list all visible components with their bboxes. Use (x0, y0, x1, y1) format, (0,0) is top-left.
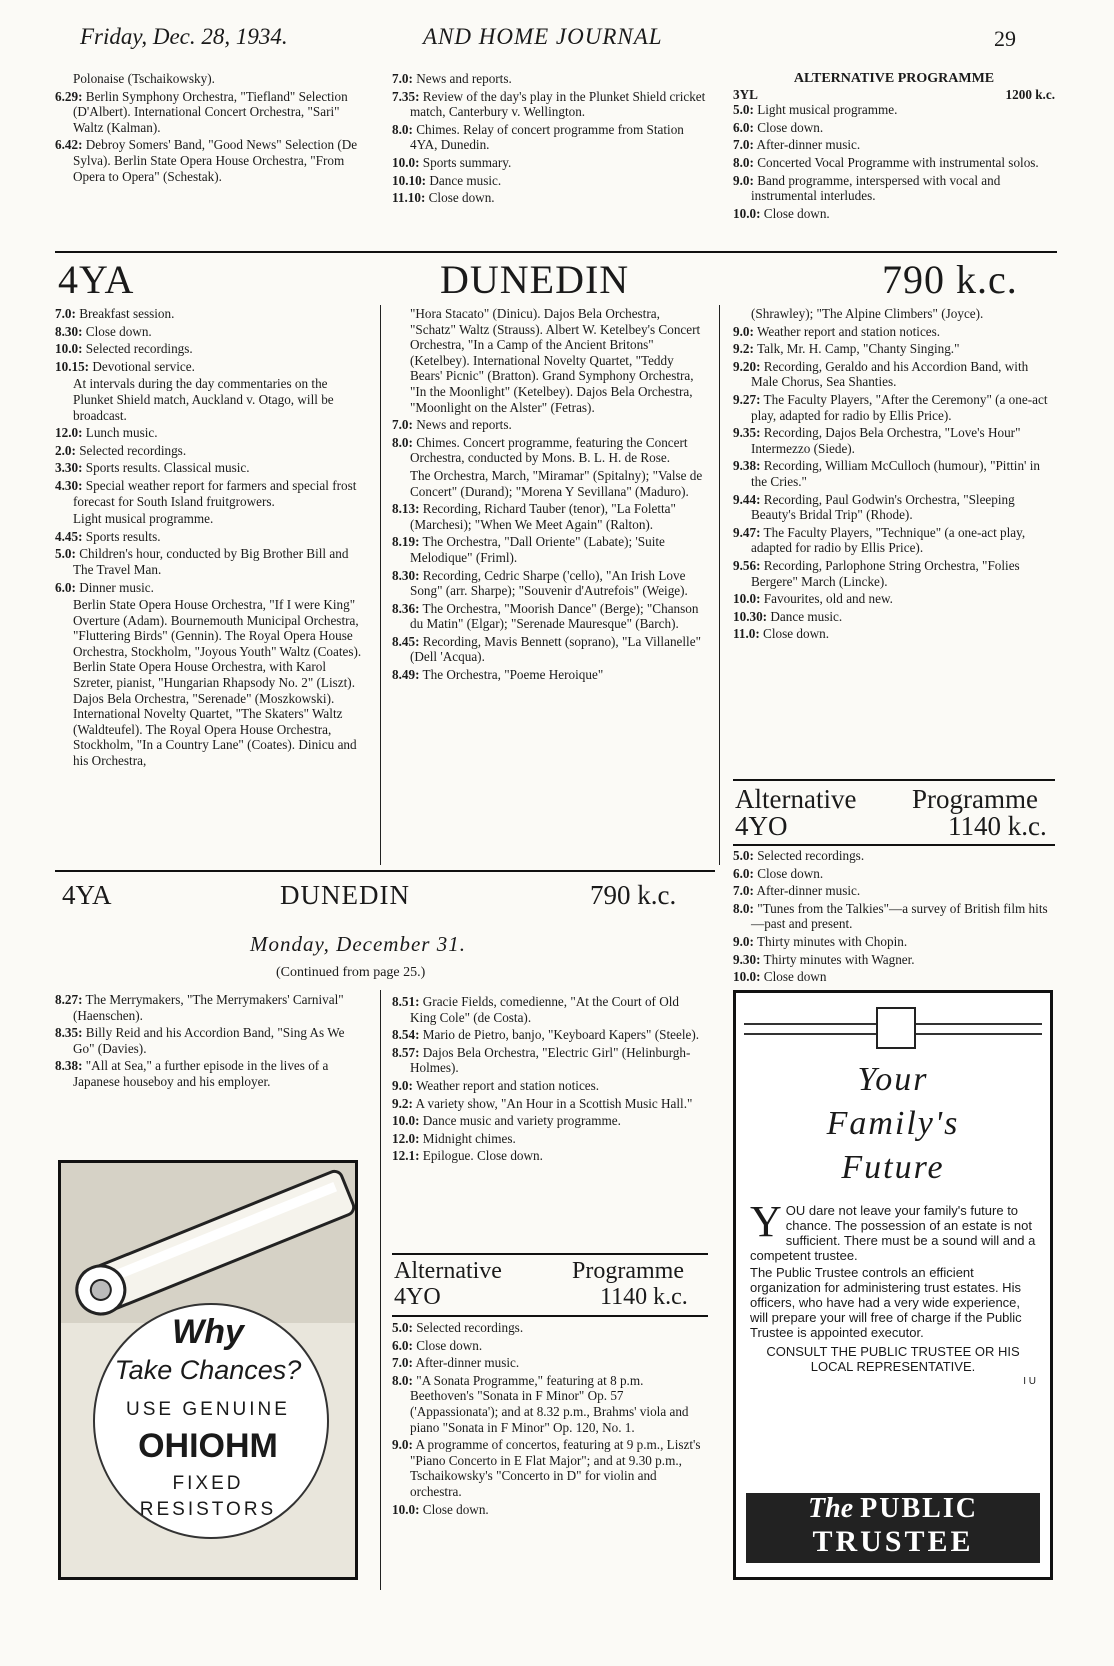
item-text: Selected recordings. (85, 341, 193, 357)
item-time: 10.10: (392, 172, 427, 188)
item-text: Recording, Dajos Bela Orchestra, "Love's Hour" Intermezzo (Siede). (751, 425, 1021, 456)
programme-item (55, 376, 368, 423)
top-left-column (55, 71, 365, 186)
item-text: Recording, Richard Tauber (tenor), "La Foletta" (Marchesi); "When We Meet Again" (Ralton). (410, 501, 676, 532)
item-text: Chimes. Concert programme, featuring the Concert Orchestra, conducted by Mons. B. L. H. de Rose. (410, 434, 688, 466)
item-time: 8.57: (392, 1044, 420, 1060)
programme-item (55, 324, 368, 340)
item-text: A variety show, "An Hour in a Scottish Music Hall." (415, 1095, 693, 1111)
ohiohm-advert (58, 1160, 358, 1580)
alt2-freq: 1140 k.c. (600, 1284, 688, 1310)
item-text: Recording, Paul Godwin's Orchestra, "Sleeping Beauty's Bridal Trip" (Rhode). (751, 491, 1015, 523)
item-text: Close down (763, 969, 827, 985)
item-text: Recording, Parlophone String Orchestra, "Folies Bergere" March (Lincke). (751, 557, 1020, 589)
item-time: 8.0: (733, 154, 754, 170)
programme-item (55, 511, 368, 527)
alt-alternative: Alternative (735, 784, 857, 814)
programme-item (733, 883, 1055, 899)
programme-item (392, 1045, 708, 1076)
item-text: Breakfast session. (79, 306, 175, 321)
section-rule (55, 870, 715, 872)
programme-item (392, 1437, 708, 1499)
programme-item (55, 478, 368, 509)
station-freq: 1200 k.c. (1005, 86, 1055, 102)
item-text: Dance music. (770, 608, 843, 624)
item-time: 6.29: (55, 88, 83, 104)
programme-item (55, 580, 368, 596)
divider (380, 305, 381, 865)
item-text: Dajos Bela Orchestra, "Electric Girl" (Helinburgh-Holmes). (410, 1044, 691, 1076)
trustee-logo-public: PUBLIC (860, 1493, 978, 1524)
item-time: 12.0: (392, 1130, 420, 1146)
item-time: 4.30: (55, 477, 83, 493)
item-time: 6.42: (55, 137, 83, 153)
item-time: 8.13: (392, 501, 420, 517)
programme-item (733, 934, 1055, 950)
item-text: After-dinner music. (415, 1355, 520, 1371)
item-text: Close down. (422, 1501, 489, 1517)
trustee-para-2: The Public Trustee controls an efficient organization for administering trust estates. His officers, who have had a very wide experience, will prepare your will free of charge if the Public Trustee is appointed executor. (750, 1265, 1022, 1340)
item-time: 5.0: (733, 848, 754, 863)
ohiohm-use-genuine: USE GENUINE (126, 1399, 290, 1420)
programme-item (733, 458, 1055, 489)
ohiohm-take-chances: Take Chances? (114, 1355, 302, 1385)
programme-item (392, 173, 707, 189)
programme-item (733, 609, 1055, 625)
programme-item (392, 667, 708, 683)
alt-items (733, 102, 1055, 221)
programme-item (392, 1373, 708, 1435)
programme-item (733, 392, 1055, 423)
trustee-code: I U (1023, 1376, 1036, 1387)
item-time: 9.2: (733, 341, 754, 357)
item-text: The Orchestra, "Dall Oriente" (Labate); 'Suite Melodique" (Friml). (410, 534, 665, 565)
trustee-heading-future: Future (841, 1149, 945, 1186)
programme-item (733, 591, 1055, 607)
alt2-station: 4YO (394, 1284, 441, 1310)
programme-item (392, 1355, 708, 1371)
programme-item (392, 71, 707, 87)
item-text: The Orchestra, "Poeme Heroique" (422, 667, 604, 683)
programme-item (392, 435, 708, 466)
day-heading: Monday, December 31. (250, 932, 466, 956)
item-text: Selected recordings. (757, 848, 865, 863)
item-text: Review of the day's play in the Plunket Shield cricket match, Canterbury v. Wellington. (410, 88, 706, 120)
station-line (733, 87, 1055, 103)
item-time: 10.0: (392, 1113, 420, 1129)
alt-programme-title: ALTERNATIVE PROGRAMME (793, 71, 995, 86)
item-text: Berlin Symphony Orchestra, "Tiefland" Selection (D'Albert). International Concert Orchestra, "Sari" Waltz (Kalman). (73, 88, 348, 135)
divider (380, 990, 381, 1590)
city-dunedin-heading: DUNEDIN (440, 257, 630, 302)
sec2-left-column (55, 992, 368, 1092)
programme-item (55, 443, 368, 459)
programme-item (55, 341, 368, 357)
alt-freq: 1140 k.c. (948, 811, 1047, 841)
programme-item (733, 492, 1055, 523)
item-time: 6.0: (733, 119, 754, 135)
programme-item (55, 89, 365, 136)
programme-item (733, 901, 1055, 932)
programme-item (733, 425, 1055, 456)
item-time: 9.27: (733, 391, 761, 407)
page-date: Friday, Dec. 28, 1934. (80, 24, 288, 49)
programme-item (733, 866, 1055, 882)
alt-rule (733, 844, 1055, 846)
item-text: Dinner music. (79, 579, 154, 595)
item-time: 9.0: (733, 172, 754, 188)
programme-item (392, 1113, 708, 1129)
programme-item (392, 601, 708, 632)
item-time: 9.35: (733, 425, 761, 441)
trustee-dropcap: Y (750, 1197, 782, 1246)
programme-item (733, 359, 1055, 390)
programme-item (392, 1027, 708, 1043)
programme-item (733, 206, 1055, 222)
programme-item (733, 155, 1055, 171)
programme-item (392, 501, 708, 532)
alt2-items (392, 1320, 708, 1519)
item-text: Dance music. (429, 172, 502, 188)
item-time: 9.56: (733, 557, 761, 573)
item-text: Special weather report for farmers and special frost forecast for South Island fruitgrowers. (73, 477, 357, 509)
item-time: 8.54: (392, 1027, 420, 1043)
item-time: 8.35: (55, 1025, 83, 1041)
sec1-left-column (55, 306, 368, 771)
item-time: 8.0: (392, 121, 413, 137)
item-text: Close down. (85, 323, 152, 339)
top-right-column (733, 71, 1055, 223)
item-text: Favourites, old and new. (763, 591, 893, 607)
item-text: Epilogue. Close down. (422, 1148, 543, 1164)
item-time: 5.0: (733, 102, 754, 118)
item-text: Talk, Mr. H. Camp, "Chanty Singing." (756, 341, 960, 357)
item-time: 8.19: (392, 534, 420, 550)
item-time: 8.0: (733, 900, 754, 916)
item-text: (Shrawley); "The Alpine Climbers" (Joyce). (751, 306, 984, 321)
programme-item (733, 969, 1055, 985)
item-time: 9.30: (733, 951, 761, 967)
item-time: 8.27: (55, 992, 83, 1007)
item-text: After-dinner music. (756, 883, 861, 899)
item-time: 11.10: (392, 190, 426, 206)
programme-item (392, 534, 708, 565)
sec2-mid-column (392, 994, 708, 1166)
item-time: 9.38: (733, 458, 761, 474)
trustee-body (750, 1197, 1036, 1389)
city-dunedin-heading-2: DUNEDIN (280, 880, 410, 910)
item-text: Gracie Fields, comedienne, "At the Court of Old King Cole" (de Costa). (410, 994, 680, 1025)
item-text: "Tunes from the Talkies"—a survey of British film hits—past and present. (751, 900, 1048, 932)
trustee-para-1: OU dare not leave your family's future to chance. The possession of an estate is not sufficient. There must be a sound will and a competent trustee. (750, 1203, 1036, 1263)
programme-item (733, 848, 1055, 864)
page-running-title: AND HOME JOURNAL (423, 24, 663, 49)
programme-item (733, 306, 1055, 322)
programme-item (392, 1078, 708, 1094)
ohiohm-fixed: FIXED (172, 1473, 244, 1494)
page-number: 29 (994, 26, 1016, 51)
programme-item (55, 137, 365, 184)
programme-item (733, 324, 1055, 340)
continued-note: (Continued from page 25.) (276, 965, 426, 980)
trustee-heading-family: Family's (826, 1105, 960, 1142)
item-text: The Faculty Players, "After the Ceremony" (a one-act play, adapted for radio by Ellis Price). (751, 391, 1048, 423)
item-text: "Hora Stacato" (Dinicu). Dajos Bela Orchestra, "Schatz" Waltz (Strauss). Albert W. Ketelbey's Concert Orchestra, "In a Camp of the Ancient Britons" (Ketelbey). International Novelty Quartet, "Teddy Bears' Picnic" (Bratton). Grand Symphony Orchestra, "In the Moonlight" (Ketelbey). Dajos Bela Orchestra, "Moonlight on the Alster" (Fetras). (410, 306, 701, 415)
item-text: Close down. (428, 190, 495, 206)
item-text: The Orchestra, "Moorish Dance" (Berge); "Chanson du Matin" (Elgar); "Serenade Mauresque" (Barch). (410, 600, 699, 632)
item-time: 8.51: (392, 994, 420, 1009)
programme-item (55, 992, 368, 1023)
item-text: Billy Reid and his Accordion Band, "Sing As We Go" (Davies). (73, 1025, 345, 1056)
item-text: Recording, William McCulloch (humour), "Pittin' in the Cries." (751, 458, 1040, 489)
programme-item (733, 952, 1055, 968)
item-text: Weather report and station notices. (756, 323, 941, 339)
programme-item (55, 1025, 368, 1056)
station-4ya-heading: 4YA (58, 257, 135, 302)
item-text: Concerted Vocal Programme with instrumental solos. (757, 154, 1039, 170)
item-text: Lunch music. (85, 425, 158, 441)
programme-item (55, 546, 368, 577)
item-time: 7.0: (733, 137, 754, 153)
trustee-logo-trustee: TRUSTEE (812, 1525, 974, 1558)
alt-rule (733, 779, 1055, 781)
alt-station-4yo: 4YO (735, 811, 788, 841)
programme-item (392, 190, 707, 206)
item-text: Midnight chimes. (422, 1130, 516, 1146)
item-time: 10.0: (392, 154, 420, 170)
item-text: Thirty minutes with Chopin. (756, 933, 908, 949)
item-text: Close down. (416, 1337, 483, 1353)
programme-item (55, 529, 368, 545)
trustee-consult: CONSULT THE PUBLIC TRUSTEE OR HIS LOCAL REPRESENTATIVE. (766, 1344, 1020, 1374)
item-time: 8.38: (55, 1058, 83, 1074)
item-time: 6.0: (733, 865, 754, 881)
trustee-logo-the: The (808, 1493, 854, 1524)
item-text: Thirty minutes with Wagner. (763, 951, 915, 967)
item-text: Close down. (757, 119, 824, 135)
alt-rule (392, 1315, 708, 1317)
programme-item (392, 155, 707, 171)
programme-item (392, 1096, 708, 1112)
item-time: 2.0: (55, 442, 76, 458)
programme-item (55, 1058, 368, 1089)
programme-item (733, 341, 1055, 357)
item-time: 3.30: (55, 460, 83, 476)
item-text: The Merrymakers, "The Merrymakers' Carnival" (Haenschen). (73, 992, 344, 1023)
alt-rule (392, 1253, 708, 1255)
programme-item (55, 306, 368, 322)
divider (719, 305, 720, 865)
programme-item (392, 994, 708, 1025)
item-time: 9.44: (733, 491, 761, 507)
item-time: 10.0: (55, 341, 83, 357)
programme-item (733, 102, 1055, 118)
item-time: 8.30: (392, 567, 420, 583)
section-rule (55, 251, 1057, 253)
item-text: Weather report and station notices. (415, 1077, 600, 1093)
item-text: Berlin State Opera House Orchestra, "If I were King" Overture (Adam). Bournemouth Municipal Orchestra, "Fluttering Birds" (Gennin). The Royal Opera House Orchestra, Stockholm, "Joyous Youth" Waltz (Coates). Berlin State Opera House Orchestra, with Karol Szreter, pianist, "Hungarian Rhapsody No. 2" (Liszt). Dajos Bela Orchestra, "Serenade" (Moszkowski). International Novelty Quartet, "The Skaters" Waltz (Waldteufel). The Royal Opera House Orchestra, Stockholm, "In a Country Lane" (Coates). Dinicu and his Orchestra, (73, 597, 362, 769)
item-time: 9.0: (392, 1077, 413, 1093)
trustee-heading-your: Your (857, 1061, 929, 1098)
programme-item (392, 89, 707, 120)
item-text: News and reports. (416, 71, 512, 86)
item-text: Chimes. Relay of concert programme from Station 4YA, Dunedin. (410, 121, 684, 153)
item-time: 8.36: (392, 600, 420, 616)
item-text: Sports results. (85, 528, 161, 544)
item-time: 5.0: (55, 546, 76, 562)
item-time: 10.0: (733, 205, 761, 221)
item-text: Selected recordings. (416, 1320, 524, 1335)
item-time: 6.0: (55, 579, 76, 595)
programme-item (55, 425, 368, 441)
programme-item (733, 173, 1055, 204)
alt2-alternative: Alternative (394, 1258, 502, 1284)
item-time: 10.0: (733, 591, 761, 607)
item-text: Close down. (763, 205, 830, 221)
programme-item (392, 1338, 708, 1354)
ohiohm-brand: OHIOHM (138, 1427, 278, 1465)
programme-item (733, 120, 1055, 136)
programme-item (392, 1148, 708, 1164)
item-time: 8.49: (392, 667, 420, 683)
item-time: 9.20: (733, 358, 761, 374)
sec1-right-column (733, 306, 1055, 644)
item-time: 10.15: (55, 358, 90, 374)
item-text: Light musical programme. (73, 511, 214, 527)
trustee-emblem (876, 1007, 916, 1049)
item-time: 12.0: (55, 425, 83, 441)
item-time: 9.0: (733, 323, 754, 339)
programme-item (392, 122, 707, 153)
item-time: 9.2: (392, 1095, 413, 1111)
item-text: Devotional service. (92, 358, 195, 374)
resistor-illustration (61, 1163, 355, 1323)
item-text: "A Sonata Programme," featuring at 8 p.m. Beethoven's "Sonata in F Minor" Op. 57 ('Appassionata'); and at 8.32 p.m., Brahms' viola and piano "Sonata in F Minor" Op. 120, No. 1. (410, 1372, 689, 1435)
alt2-programme: Programme (572, 1258, 684, 1284)
programme-item (55, 460, 368, 476)
frequency-heading-2: 790 k.c. (590, 880, 677, 910)
item-time: 5.0: (392, 1320, 413, 1335)
alt-programme: Programme (912, 784, 1038, 814)
item-time: 7.0: (392, 1355, 413, 1371)
item-text: Dance music and variety programme. (422, 1113, 621, 1129)
programme-item (733, 525, 1055, 556)
item-time: 12.1: (392, 1148, 420, 1164)
item-time: 7.0: (55, 306, 76, 321)
item-time: 7.0: (392, 71, 413, 86)
item-text: "All at Sea," a further episode in the lives of a Japanese houseboy and his employer. (73, 1058, 329, 1089)
item-time: 10.0: (733, 969, 761, 985)
top-mid-column (392, 71, 707, 208)
frequency-heading: 790 k.c. (882, 257, 1018, 302)
item-text: Recording, Mavis Bennett (soprano), "La Villanelle" (Dell 'Acqua). (410, 633, 701, 665)
item-text: Mario de Pietro, banjo, "Keyboard Kapers" (Steele). (422, 1027, 700, 1043)
item-time: 10.30: (733, 608, 768, 624)
item-text: Sports results. Classical music. (85, 460, 250, 476)
item-time: 9.0: (733, 933, 754, 949)
item-time: 11.0: (733, 626, 760, 642)
item-text: After-dinner music. (756, 137, 861, 153)
item-time: 4.45: (55, 528, 83, 544)
item-time: 7.0: (733, 883, 754, 899)
station-4ya-heading-2: 4YA (62, 880, 112, 910)
item-time: 8.45: (392, 633, 420, 649)
programme-item (392, 417, 708, 433)
item-text: Polonaise (Tschaikowsky). (73, 71, 215, 86)
programme-item (392, 568, 708, 599)
alt1-items (733, 848, 1055, 987)
item-time: 6.0: (392, 1337, 413, 1353)
trustee-logo (746, 1493, 1040, 1563)
station-3yl: 3YL (733, 86, 758, 102)
item-time: 8.0: (392, 434, 413, 450)
item-text: Debroy Somers' Band, "Good News" Selection (De Sylva). Berlin State Opera House Orchestra, "From Opera to Opera" (Schestak). (73, 137, 358, 184)
item-text: Selected recordings. (79, 442, 187, 458)
sec1-mid-column (392, 306, 708, 685)
programme-item (733, 626, 1055, 642)
item-text: Band programme, interspersed with vocal and instrumental interludes. (751, 172, 1001, 204)
programme-item (392, 306, 708, 415)
public-trustee-advert (733, 990, 1053, 1580)
item-time: 9.0: (392, 1437, 413, 1453)
programme-item (733, 558, 1055, 589)
item-text: The Orchestra, March, "Miramar" (Spitalny); "Valse de Concert" (Durand); "Morena Y Sevillana" (Maduro). (410, 467, 703, 499)
item-text: A programme of concertos, featuring at 9 p.m., Liszt's "Piano Concerto in E Flat Major"; and at 9.30 p.m., Tschaikowsky's "Concerto in D" for violin and orchestra. (410, 1437, 701, 1499)
item-text: Recording, Cedric Sharpe ('cello), "An Irish Love Song" (arr. Sharpe); "Souvenir d'Autrefois" (Weige). (410, 567, 688, 599)
item-text: The Faculty Players, "Technique" (a one-act play, adapted for radio by Ellis Price). (751, 524, 1026, 556)
ohiohm-why: Why (172, 1313, 244, 1351)
item-text: Recording, Geraldo and his Accordion Band, with Male Chorus, Sea Shanties. (751, 358, 1029, 390)
programme-item (392, 468, 708, 499)
programme-item (55, 359, 368, 375)
item-text: News and reports. (416, 417, 512, 433)
item-time: 9.47: (733, 524, 761, 540)
programme-item (392, 1320, 708, 1336)
item-text: At intervals during the day commentaries on the Plunket Shield match, Auckland v. Otago, will be broadcast. (73, 376, 334, 423)
programme-item (392, 634, 708, 665)
programme-item (733, 137, 1055, 153)
programme-item (55, 71, 365, 87)
item-time: 8.0: (392, 1372, 413, 1388)
item-text: Sports summary. (422, 154, 512, 170)
item-text: Close down. (757, 865, 824, 881)
ohiohm-resistors: RESISTORS (139, 1499, 277, 1520)
programme-item (55, 597, 368, 769)
item-time: 10.0: (392, 1501, 420, 1517)
item-time: 7.35: (392, 88, 420, 104)
item-text: Children's hour, conducted by Big Brother Bill and The Travel Man. (73, 546, 349, 577)
programme-item (392, 1502, 708, 1518)
item-time: 8.30: (55, 323, 83, 339)
programme-item (392, 1131, 708, 1147)
item-text: Close down. (763, 626, 829, 642)
item-text: Light musical programme. (757, 102, 898, 118)
item-time: 7.0: (392, 417, 413, 433)
